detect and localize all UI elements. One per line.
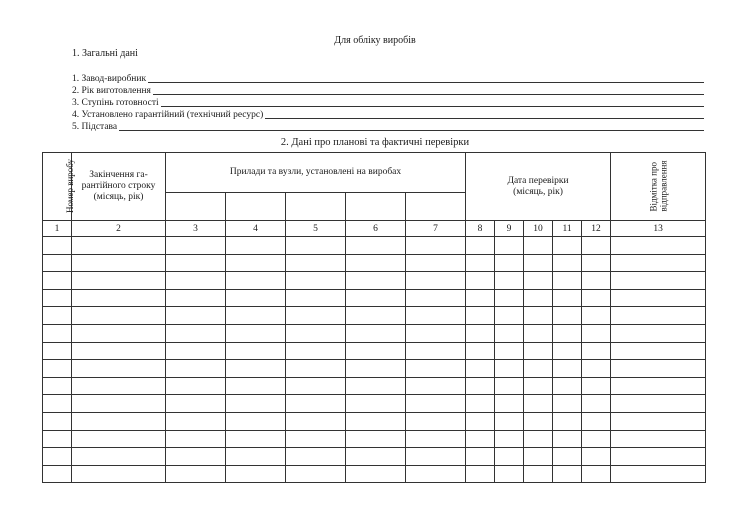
table-cell[interactable] bbox=[553, 289, 582, 307]
header-item-number-text: Номер виробу bbox=[65, 158, 76, 214]
table-cell[interactable] bbox=[346, 377, 406, 395]
general-data-fields bbox=[72, 73, 704, 133]
table-cell[interactable] bbox=[524, 324, 553, 342]
device-subcolumn bbox=[166, 193, 226, 221]
column-number: 9 bbox=[495, 221, 524, 237]
field-label: 4. Установлено гарантійний (технічний ресурс) bbox=[72, 110, 264, 120]
table-cell[interactable] bbox=[286, 377, 346, 395]
table-row bbox=[43, 377, 706, 395]
header-warranty-end bbox=[72, 153, 166, 221]
field-blank-line[interactable] bbox=[265, 118, 704, 119]
table-cell[interactable] bbox=[495, 412, 524, 430]
table-cell[interactable] bbox=[226, 307, 286, 325]
table-cell[interactable] bbox=[553, 360, 582, 378]
table-cell[interactable] bbox=[524, 289, 553, 307]
table-row bbox=[43, 237, 706, 255]
field-blank-line[interactable] bbox=[119, 130, 704, 131]
table-cell[interactable] bbox=[582, 307, 611, 325]
table-cell[interactable] bbox=[72, 412, 166, 430]
table-cell[interactable] bbox=[406, 465, 466, 483]
table-cell[interactable] bbox=[495, 360, 524, 378]
table-cell[interactable] bbox=[72, 289, 166, 307]
column-number: 1 bbox=[43, 221, 72, 237]
table-cell[interactable] bbox=[406, 324, 466, 342]
column-number: 4 bbox=[226, 221, 286, 237]
table-cell[interactable] bbox=[346, 342, 406, 360]
table-row bbox=[43, 448, 706, 466]
table-cell[interactable] bbox=[524, 272, 553, 290]
table-cell[interactable] bbox=[286, 307, 346, 325]
column-number: 7 bbox=[406, 221, 466, 237]
field-warranty bbox=[72, 109, 704, 121]
table-cell[interactable] bbox=[553, 272, 582, 290]
table-cell[interactable] bbox=[72, 307, 166, 325]
table-row bbox=[43, 324, 706, 342]
table-cell[interactable] bbox=[346, 324, 406, 342]
table-cell[interactable] bbox=[226, 465, 286, 483]
table-cell[interactable] bbox=[582, 272, 611, 290]
table-cell[interactable] bbox=[466, 430, 495, 448]
table-cell[interactable] bbox=[524, 448, 553, 466]
table-row bbox=[43, 465, 706, 483]
table-cell[interactable] bbox=[166, 430, 226, 448]
table-cell[interactable] bbox=[611, 448, 706, 466]
table-cell[interactable] bbox=[43, 465, 72, 483]
table-cell[interactable] bbox=[524, 430, 553, 448]
table-cell[interactable] bbox=[166, 395, 226, 413]
field-label: 1. Завод-виробник bbox=[72, 74, 147, 84]
table-cell[interactable] bbox=[406, 395, 466, 413]
table-cell[interactable] bbox=[524, 307, 553, 325]
table-cell[interactable] bbox=[611, 412, 706, 430]
table-cell[interactable] bbox=[43, 324, 72, 342]
table-cell[interactable] bbox=[611, 377, 706, 395]
field-blank-line[interactable] bbox=[161, 106, 704, 107]
table-cell[interactable] bbox=[72, 360, 166, 378]
table-cell[interactable] bbox=[524, 377, 553, 395]
table-row bbox=[43, 254, 706, 272]
table-cell[interactable] bbox=[524, 412, 553, 430]
table-cell[interactable] bbox=[495, 448, 524, 466]
device-subcolumn bbox=[226, 193, 286, 221]
table-cell[interactable] bbox=[582, 254, 611, 272]
table-cell[interactable] bbox=[226, 272, 286, 290]
field-blank-line[interactable] bbox=[153, 94, 704, 95]
table-cell[interactable] bbox=[166, 272, 226, 290]
inspection-table bbox=[42, 152, 706, 483]
table-cell[interactable] bbox=[286, 465, 346, 483]
table-cell[interactable] bbox=[582, 395, 611, 413]
table-cell[interactable] bbox=[72, 395, 166, 413]
inspection-table-title: 2. Дані про планові та фактичні перевірки bbox=[280, 137, 470, 148]
table-cell[interactable] bbox=[346, 360, 406, 378]
header-devices-text: Прилади та вузли, установлені на виробах bbox=[229, 167, 402, 177]
header-item-number bbox=[43, 153, 76, 221]
device-subcolumn bbox=[286, 193, 346, 221]
table-cell[interactable] bbox=[495, 342, 524, 360]
table-cell[interactable] bbox=[553, 307, 582, 325]
table-cell[interactable] bbox=[611, 289, 706, 307]
table-cell[interactable] bbox=[226, 360, 286, 378]
table-cell[interactable] bbox=[226, 324, 286, 342]
table-cell[interactable] bbox=[72, 465, 166, 483]
field-basis bbox=[72, 121, 704, 133]
table-cell[interactable] bbox=[43, 307, 72, 325]
table-cell[interactable] bbox=[346, 289, 406, 307]
table-cell[interactable] bbox=[611, 395, 706, 413]
table-cell[interactable] bbox=[166, 237, 226, 255]
table-cell[interactable] bbox=[466, 342, 495, 360]
table-cell[interactable] bbox=[524, 395, 553, 413]
table-cell[interactable] bbox=[582, 465, 611, 483]
table-cell[interactable] bbox=[406, 307, 466, 325]
table-cell[interactable] bbox=[466, 324, 495, 342]
column-number: 13 bbox=[611, 221, 706, 237]
table-cell[interactable] bbox=[43, 360, 72, 378]
table-cell[interactable] bbox=[346, 395, 406, 413]
table-cell[interactable] bbox=[406, 272, 466, 290]
column-number: 8 bbox=[466, 221, 495, 237]
table-cell[interactable] bbox=[226, 448, 286, 466]
column-number: 5 bbox=[286, 221, 346, 237]
table-cell[interactable] bbox=[72, 272, 166, 290]
table-cell[interactable] bbox=[495, 395, 524, 413]
table-cell[interactable] bbox=[43, 289, 72, 307]
table-cell[interactable] bbox=[466, 412, 495, 430]
table-cell[interactable] bbox=[611, 272, 706, 290]
table-cell[interactable] bbox=[346, 272, 406, 290]
table-cell[interactable] bbox=[226, 237, 286, 255]
column-number: 3 bbox=[166, 221, 226, 237]
header-warranty-end-text: Закінчення га- рантійного строку (місяць, рік) bbox=[81, 170, 156, 202]
table-cell[interactable] bbox=[524, 342, 553, 360]
table-cell[interactable] bbox=[226, 430, 286, 448]
table-cell[interactable] bbox=[611, 237, 706, 255]
table-cell[interactable] bbox=[553, 395, 582, 413]
table-cell[interactable] bbox=[611, 307, 706, 325]
column-number: 12 bbox=[582, 221, 611, 237]
table-cell[interactable] bbox=[582, 377, 611, 395]
table-cell[interactable] bbox=[524, 237, 553, 255]
table-cell[interactable] bbox=[553, 465, 582, 483]
table-cell[interactable] bbox=[495, 465, 524, 483]
table-cell[interactable] bbox=[406, 377, 466, 395]
table-cell[interactable] bbox=[72, 324, 166, 342]
table-cell[interactable] bbox=[286, 395, 346, 413]
field-year bbox=[72, 85, 704, 97]
table-cell[interactable] bbox=[72, 342, 166, 360]
table-cell[interactable] bbox=[495, 324, 524, 342]
table-cell[interactable] bbox=[406, 342, 466, 360]
table-cell[interactable] bbox=[582, 360, 611, 378]
table-cell[interactable] bbox=[495, 254, 524, 272]
table-cell[interactable] bbox=[582, 342, 611, 360]
table-cell[interactable] bbox=[43, 254, 72, 272]
table-cell[interactable] bbox=[43, 377, 72, 395]
field-readiness bbox=[72, 97, 704, 109]
table-cell[interactable] bbox=[346, 430, 406, 448]
table-cell[interactable] bbox=[582, 412, 611, 430]
field-manufacturer bbox=[72, 73, 704, 85]
table-cell[interactable] bbox=[166, 289, 226, 307]
table-cell[interactable] bbox=[166, 254, 226, 272]
table-cell[interactable] bbox=[553, 254, 582, 272]
field-label: 5. Підстава bbox=[72, 122, 118, 132]
table-cell[interactable] bbox=[72, 254, 166, 272]
table-cell[interactable] bbox=[495, 307, 524, 325]
table-cell[interactable] bbox=[72, 237, 166, 255]
table-cell[interactable] bbox=[166, 307, 226, 325]
table-cell[interactable] bbox=[611, 254, 706, 272]
table-cell[interactable] bbox=[286, 342, 346, 360]
table-cell[interactable] bbox=[495, 237, 524, 255]
table-cell[interactable] bbox=[286, 272, 346, 290]
column-number: 2 bbox=[72, 221, 166, 237]
table-cell[interactable] bbox=[582, 324, 611, 342]
header-dispatch-mark-text: Відмітка про відправлення bbox=[648, 160, 669, 212]
table-cell[interactable] bbox=[466, 272, 495, 290]
table-cell[interactable] bbox=[466, 254, 495, 272]
table-cell[interactable] bbox=[406, 412, 466, 430]
table-cell[interactable] bbox=[43, 272, 72, 290]
table-cell[interactable] bbox=[286, 448, 346, 466]
table-cell[interactable] bbox=[611, 324, 706, 342]
table-cell[interactable] bbox=[553, 324, 582, 342]
table-cell[interactable] bbox=[226, 289, 286, 307]
header-dispatch-mark bbox=[611, 153, 706, 221]
table-cell[interactable] bbox=[406, 289, 466, 307]
table-cell[interactable] bbox=[72, 377, 166, 395]
table-cell[interactable] bbox=[611, 465, 706, 483]
table-cell[interactable] bbox=[553, 342, 582, 360]
table-cell[interactable] bbox=[406, 448, 466, 466]
table-cell[interactable] bbox=[406, 430, 466, 448]
table-cell[interactable] bbox=[524, 254, 553, 272]
document-title: Для обліку виробів bbox=[334, 35, 416, 46]
table-cell[interactable] bbox=[582, 289, 611, 307]
table-cell[interactable] bbox=[72, 448, 166, 466]
table-cell[interactable] bbox=[226, 342, 286, 360]
table-cell[interactable] bbox=[166, 342, 226, 360]
column-number: 6 bbox=[346, 221, 406, 237]
table-cell[interactable] bbox=[582, 237, 611, 255]
table-row bbox=[43, 342, 706, 360]
column-number-row bbox=[43, 221, 706, 237]
table-row bbox=[43, 412, 706, 430]
table-cell[interactable] bbox=[553, 237, 582, 255]
column-number: 10 bbox=[524, 221, 553, 237]
table-row bbox=[43, 395, 706, 413]
table-cell[interactable] bbox=[553, 377, 582, 395]
table-cell[interactable] bbox=[286, 430, 346, 448]
table-cell[interactable] bbox=[611, 430, 706, 448]
table-cell[interactable] bbox=[226, 412, 286, 430]
table-row bbox=[43, 272, 706, 290]
table-cell[interactable] bbox=[166, 448, 226, 466]
device-subcolumn bbox=[406, 193, 466, 221]
table-cell[interactable] bbox=[466, 289, 495, 307]
table-cell[interactable] bbox=[286, 254, 346, 272]
table-cell[interactable] bbox=[346, 412, 406, 430]
table-cell[interactable] bbox=[466, 395, 495, 413]
table-cell[interactable] bbox=[524, 360, 553, 378]
header-inspection-date-text: Дата перевірки (місяць, рік) bbox=[507, 175, 569, 197]
table-cell[interactable] bbox=[466, 237, 495, 255]
table-row bbox=[43, 289, 706, 307]
table-cell[interactable] bbox=[286, 324, 346, 342]
table-cell[interactable] bbox=[346, 307, 406, 325]
table-cell[interactable] bbox=[346, 448, 406, 466]
field-label: 2. Рік виготовлення bbox=[72, 86, 151, 96]
device-subcolumn bbox=[346, 193, 406, 221]
table-cell[interactable] bbox=[346, 237, 406, 255]
table-cell[interactable] bbox=[166, 360, 226, 378]
table-cell[interactable] bbox=[553, 430, 582, 448]
table-cell[interactable] bbox=[524, 465, 553, 483]
table-cell[interactable] bbox=[286, 360, 346, 378]
table-cell[interactable] bbox=[553, 448, 582, 466]
table-cell[interactable] bbox=[495, 377, 524, 395]
table-cell[interactable] bbox=[166, 412, 226, 430]
table-cell[interactable] bbox=[166, 465, 226, 483]
table-cell[interactable] bbox=[43, 448, 72, 466]
table-cell[interactable] bbox=[43, 412, 72, 430]
table-cell[interactable] bbox=[495, 289, 524, 307]
table-cell[interactable] bbox=[466, 448, 495, 466]
table-cell[interactable] bbox=[72, 430, 166, 448]
table-row bbox=[43, 307, 706, 325]
table-cell[interactable] bbox=[582, 430, 611, 448]
table-cell[interactable] bbox=[466, 360, 495, 378]
table-cell[interactable] bbox=[582, 448, 611, 466]
table-cell[interactable] bbox=[346, 254, 406, 272]
table-cell[interactable] bbox=[43, 342, 72, 360]
table-cell[interactable] bbox=[286, 237, 346, 255]
table-cell[interactable] bbox=[495, 430, 524, 448]
table-cell[interactable] bbox=[226, 377, 286, 395]
header-devices bbox=[166, 153, 466, 193]
table-cell[interactable] bbox=[406, 360, 466, 378]
table-cell[interactable] bbox=[406, 254, 466, 272]
table-cell[interactable] bbox=[466, 377, 495, 395]
field-label: 3. Ступінь готовності bbox=[72, 98, 159, 108]
section-general-heading: 1. Загальні дані bbox=[72, 48, 138, 59]
table-row bbox=[43, 360, 706, 378]
table-cell[interactable] bbox=[406, 237, 466, 255]
table-cell[interactable] bbox=[166, 377, 226, 395]
table-cell[interactable] bbox=[286, 412, 346, 430]
table-cell[interactable] bbox=[611, 360, 706, 378]
table-cell[interactable] bbox=[611, 342, 706, 360]
table-cell[interactable] bbox=[166, 324, 226, 342]
table-row bbox=[43, 430, 706, 448]
table-cell[interactable] bbox=[495, 272, 524, 290]
table-cell[interactable] bbox=[43, 395, 72, 413]
field-blank-line[interactable] bbox=[148, 82, 704, 83]
table-cell[interactable] bbox=[466, 465, 495, 483]
header-row-top bbox=[43, 153, 706, 193]
table-cell[interactable] bbox=[226, 254, 286, 272]
table-cell[interactable] bbox=[346, 465, 406, 483]
table-cell[interactable] bbox=[466, 307, 495, 325]
table-cell[interactable] bbox=[286, 289, 346, 307]
table-cell[interactable] bbox=[43, 237, 72, 255]
column-number: 11 bbox=[553, 221, 582, 237]
table-cell[interactable] bbox=[553, 412, 582, 430]
header-inspection-date bbox=[466, 153, 611, 221]
table-cell[interactable] bbox=[43, 430, 72, 448]
table-cell[interactable] bbox=[226, 395, 286, 413]
